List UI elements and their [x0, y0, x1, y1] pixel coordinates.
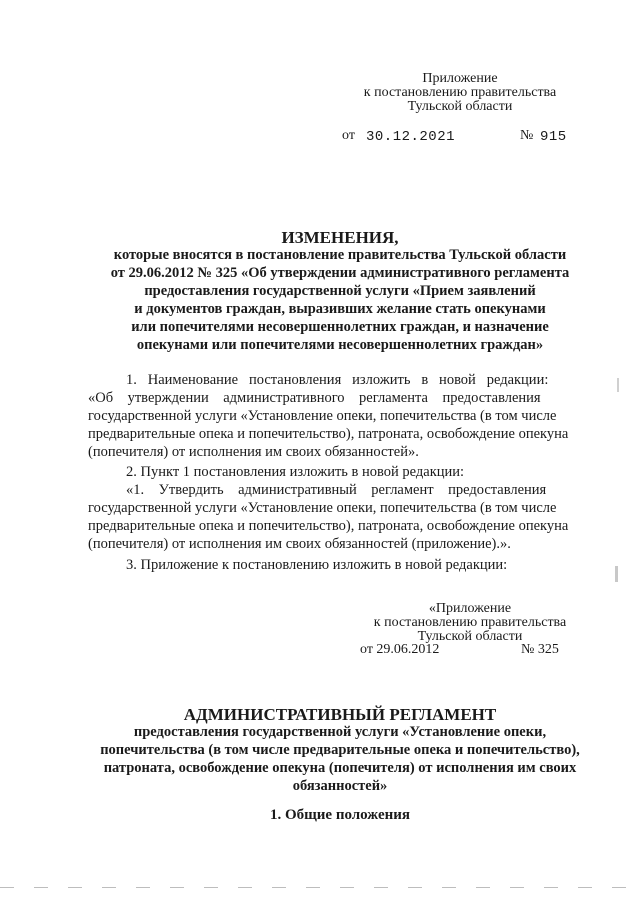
regulation-subtitle-line: патроната, освобождение опекуна (попечителя) от исполнения им своих [103, 760, 577, 776]
item-1-line: 1. Наименование постановления изложить в новой редакции: [126, 372, 549, 388]
item-1-line: «Об утверждении административного регламента предоставления [88, 390, 541, 406]
resolution-date: 30.12.2021 [366, 129, 456, 145]
date-prefix: от [342, 128, 355, 143]
header-appendix-label: Приложение [422, 71, 498, 86]
header-date-row [342, 129, 572, 147]
resolution-number: 915 [540, 129, 567, 145]
changes-subtitle-line: и документов граждан, выразивших желание стать опекунами [134, 301, 546, 317]
scan-artifact-line [0, 887, 640, 888]
annex-date: от 29.06.2012 [360, 642, 440, 657]
header-appendix-region: Тульской области [407, 99, 513, 114]
item-2-quote [88, 481, 594, 553]
annex-appendix-resolution: к постановлению правительства [373, 615, 567, 630]
changes-subtitle-line: от 29.06.2012 № 325 «Об утверждении административного регламента [110, 265, 570, 281]
regulation-subtitle-line: попечительства (в том числе предварительные опека и попечительство), [100, 742, 580, 758]
item-3: 3. Приложение к постановлению изложить в новой редакции: [126, 557, 508, 573]
item-1-line: (попечителя) от исполнения им своих обязанностей». [88, 444, 419, 460]
regulation-subtitle-line: обязанностей» [292, 778, 388, 794]
item-1-line: предварительные опека и попечительство), патроната, освобождение опекуна [88, 426, 569, 442]
item-1 [88, 371, 594, 461]
changes-subtitle-line: предоставления государственной услуги «Прием заявлений [144, 283, 536, 299]
header-appendix-resolution: к постановлению правительства [363, 85, 557, 100]
regulation-subtitle-line: предоставления государственной услуги «Установление опеки, [133, 724, 547, 740]
regulation-title: АДМИНИСТРАТИВНЫЙ РЕГЛАМЕНТ [183, 705, 497, 724]
scan-artifact-mark [615, 566, 618, 582]
item-2-quote-line: предварительные опека и попечительство), патроната, освобождение опекуна [88, 518, 569, 534]
changes-subtitle-line: или попечителями несовершеннолетних граждан, и назначение [131, 319, 549, 335]
scan-artifact-mark [617, 378, 619, 392]
annex-appendix-label: «Приложение [428, 601, 512, 616]
item-2-quote-line: государственной услуги «Установление опеки, попечительства (в том числе [88, 500, 557, 516]
changes-subtitle-line: опекунами или попечителями несовершеннолетних граждан» [136, 337, 544, 353]
item-2-quote-line: (попечителя) от исполнения им своих обязанностей (приложение).». [88, 536, 511, 552]
annex-number: № 325 [521, 642, 559, 657]
changes-subtitle-line: которые вносятся в постановление правительства Тульской области [113, 247, 567, 263]
regulation-subtitle [60, 723, 620, 795]
section-1-heading: 1. Общие положения [269, 807, 411, 823]
item-2-quote-line: «1. Утвердить административный регламент предоставления [126, 482, 547, 498]
item-1-line: государственной услуги «Установление опеки, попечительства (в том числе [88, 408, 557, 424]
annex-appendix-region: Тульской области [417, 629, 523, 644]
number-prefix: № [520, 128, 534, 143]
item-2: 2. Пункт 1 постановления изложить в новой редакции: [126, 464, 465, 480]
changes-subtitle [60, 246, 620, 354]
changes-title: ИЗМЕНЕНИЯ, [281, 228, 399, 247]
